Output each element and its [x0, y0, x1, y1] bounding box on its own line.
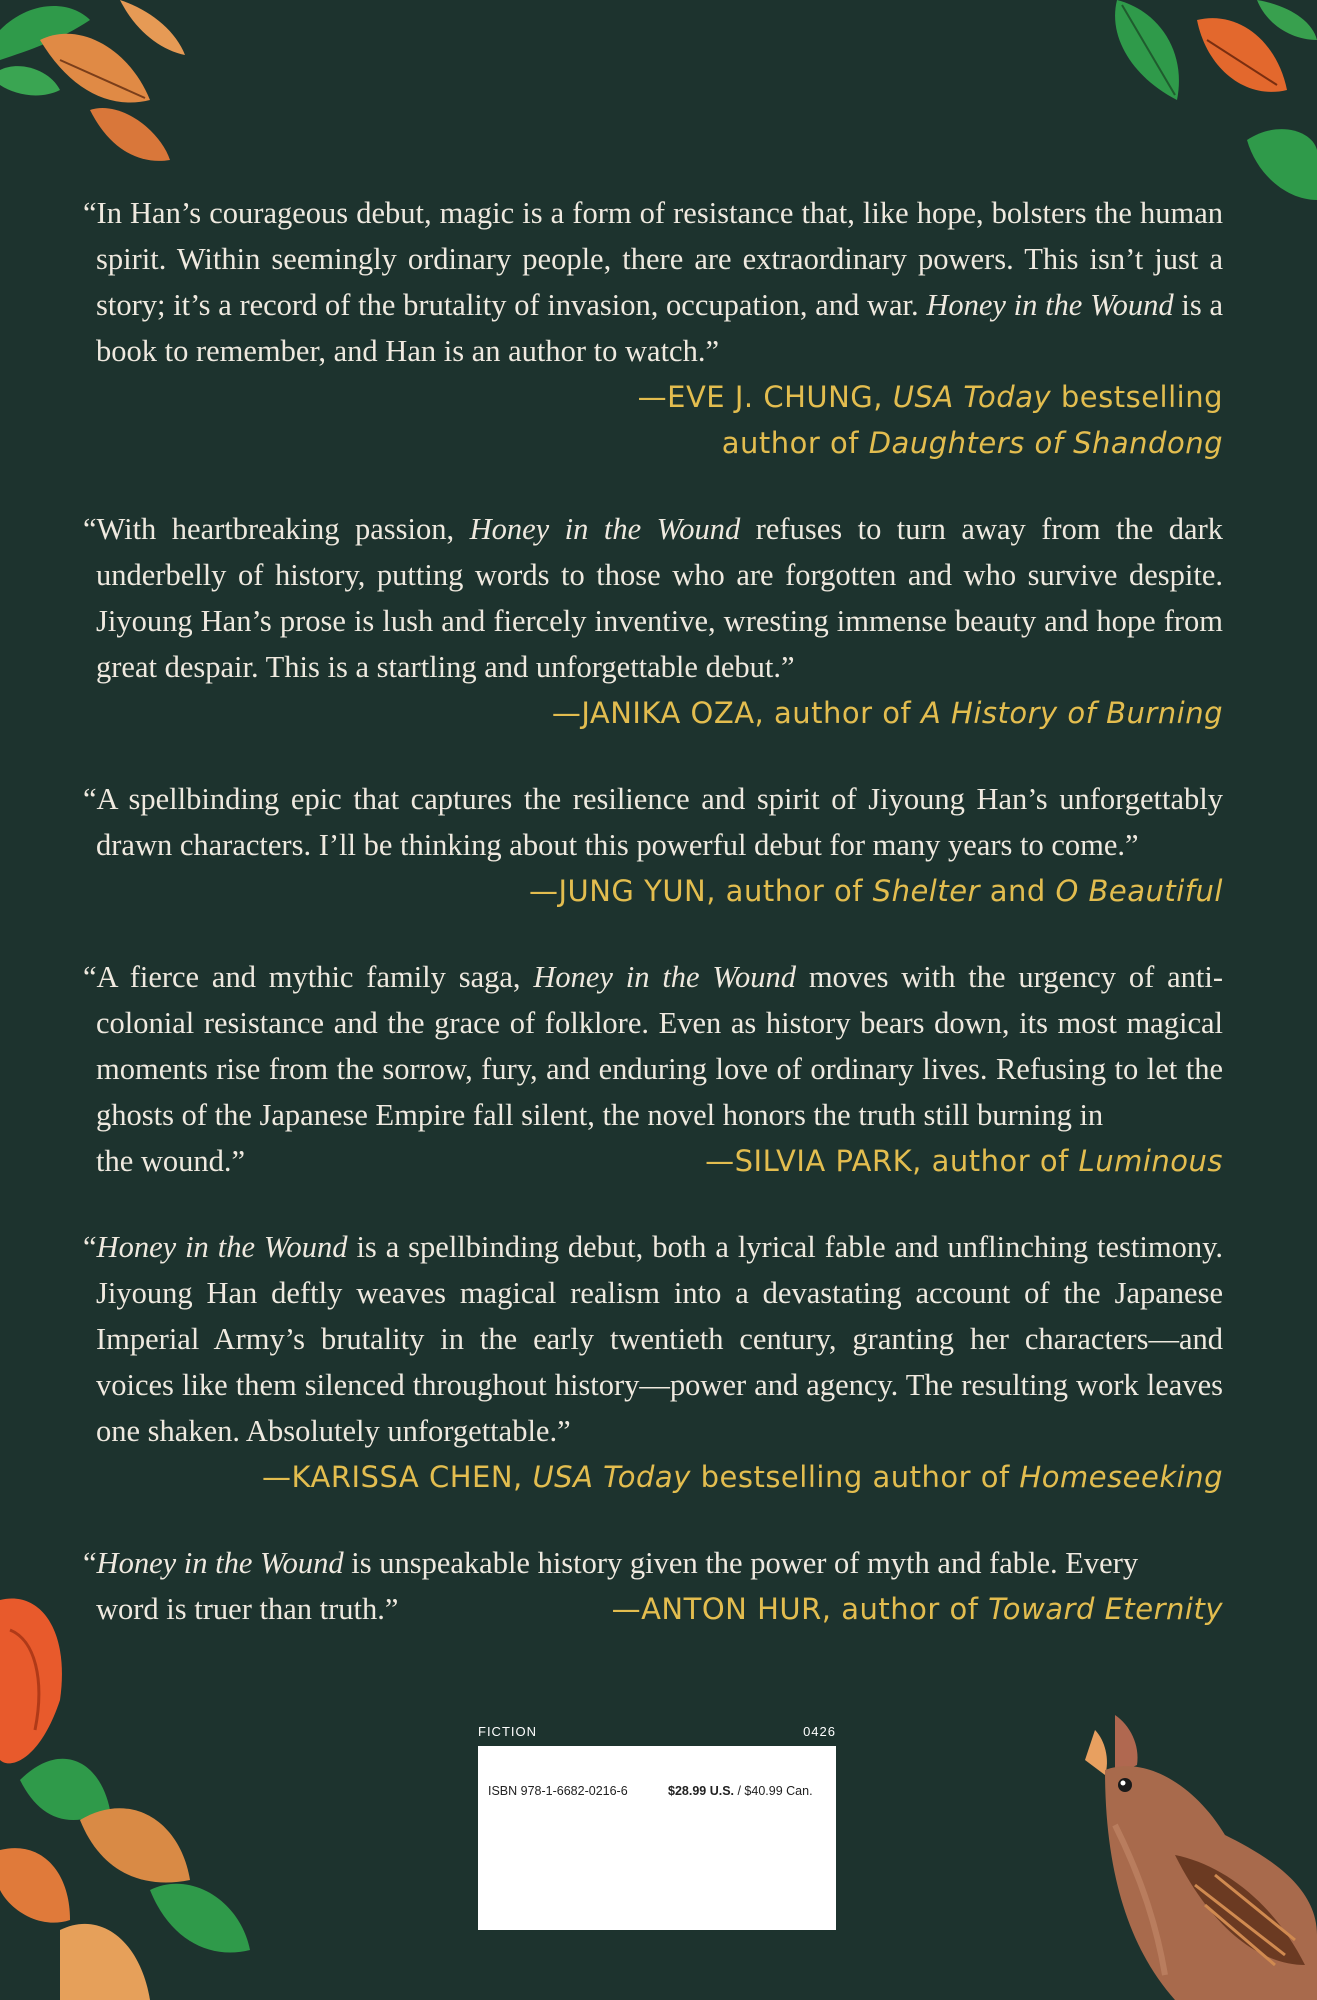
blurb-quote-tail: word is truer than truth.” — [96, 1592, 399, 1626]
blurb-quote: “In Han’s courageous debut, magic is a form of resistance that, like hope, bolsters the human spirit. Within seemingly ordinary people, there are extraordinary powers. This isn’t just a story; it’s a record of the brutality of invasion, occupation, and war. Honey in the Wound is a book to remember, and Han is an author to watch.” — [83, 196, 1223, 368]
blurb — [83, 1540, 1223, 1632]
blurb-attribution: —SILVIA PARK, author of Luminous — [705, 1144, 1223, 1178]
blurb-quote: “A spellbinding epic that captures the resilience and spirit of Jiyoung Han’s unforgettably drawn characters. I’ll be thinking about this powerful debut for many years to come.” — [83, 782, 1223, 862]
isbn-text: ISBN 978-1-6682-0216-6 — [488, 1784, 628, 1798]
blurb-quote: “Honey in the Wound is a spellbinding debut, both a lyrical fable and unflinching testimony. Jiyoung Han deftly weaves magical realism into a devastating account of the Japanese Imperial Army’s brutality in the early twentieth century, granting her characters—and voices like them silenced throughout history—power and agency. The resulting work leaves one shaken. Absolutely unforgettable.” — [83, 1230, 1223, 1448]
blurb-attribution: —JUNG YUN, author of Shelter and O Beautiful — [528, 874, 1223, 908]
blurb — [83, 1224, 1223, 1500]
blurb — [83, 190, 1223, 466]
blurb — [83, 506, 1223, 736]
blurb-quote: “A fierce and mythic family saga, Honey in the Wound moves with the urgency of anti-colonial resistance and the grace of folklore. Even as history bears down, its most magical moments rise from the sorrow, fury, and enduring love of ordinary lives. Refusing to let the ghosts of the Japanese Empire fall silent, the novel honors the truth still burning in — [83, 960, 1223, 1132]
barcode-box — [478, 1746, 836, 1930]
blurb-attribution: —ANTON HUR, author of Toward Eternity — [611, 1592, 1223, 1626]
blurb-attribution: —KARISSA CHEN, USA Today bestselling author of Homeseeking — [261, 1460, 1223, 1494]
blurb-attribution: —EVE J. CHUNG, USA Today bestselling author of Daughters of Shandong — [637, 380, 1223, 460]
blurb-quote: “Honey in the Wound is unspeakable history given the power of myth and fable. Every — [83, 1546, 1139, 1580]
barcode-header — [478, 1724, 836, 1739]
price-text: $28.99 U.S. / $40.99 Can. — [668, 1784, 813, 1798]
barcode-category: FICTION — [478, 1724, 537, 1739]
blurbs-section — [83, 190, 1223, 1672]
blurb-quote: “With heartbreaking passion, Honey in the Wound refuses to turn away from the dark underbelly of history, putting words to those who are forgotten and who survive despite. Jiyoung Han’s prose is lush and fiercely inventive, wresting immense beauty and hope from great despair. This is a startling and unforgettable debut.” — [83, 512, 1223, 684]
blurb-quote-tail: the wound.” — [96, 1144, 246, 1178]
bird-illustration — [1055, 1715, 1317, 2000]
barcode-code: 0426 — [803, 1724, 836, 1739]
leaves-top-left-decoration — [0, 0, 200, 180]
blurb — [83, 776, 1223, 914]
blurb — [83, 954, 1223, 1184]
blurb-attribution: —JANIKA OZA, author of A History of Burning — [551, 696, 1223, 730]
